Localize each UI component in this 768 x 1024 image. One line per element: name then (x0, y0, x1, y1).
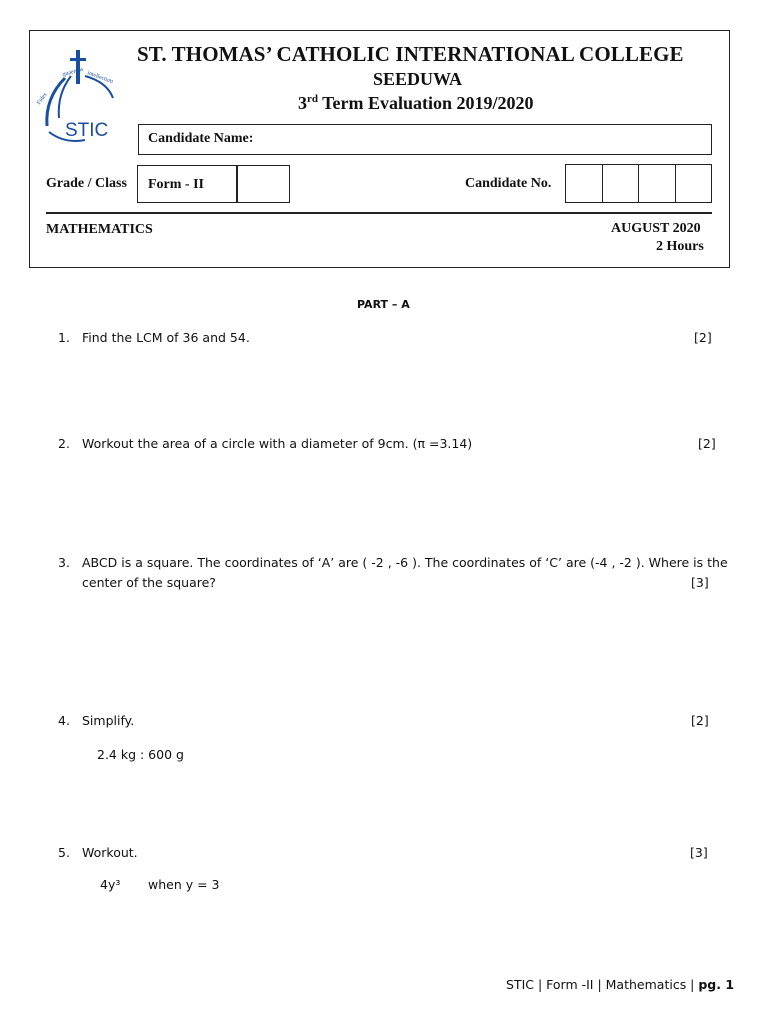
candidate-no-digit[interactable] (603, 165, 640, 202)
evaluation-title: 3rd Term Evaluation 2019/2020 (298, 93, 534, 113)
question-number: 1. (58, 330, 70, 345)
candidate-no-label: Candidate No. (465, 176, 552, 191)
page-footer (506, 977, 734, 992)
candidate-no-digit[interactable] (639, 165, 676, 202)
candidate-no-field[interactable] (565, 164, 712, 203)
candidate-no-digit[interactable] (676, 165, 712, 202)
candidate-name-label: Candidate Name: (148, 131, 254, 146)
grade-class-value: Form - II (148, 177, 204, 192)
question-expression: 4y³ (100, 877, 121, 892)
question-marks: [2] (694, 330, 712, 345)
college-logo (35, 48, 120, 148)
question-subtext: 2.4 kg : 600 g (97, 747, 184, 762)
candidate-no-digit[interactable] (566, 165, 603, 202)
logo-motto-mid: quaerens (61, 66, 85, 78)
question-text: Workout the area of a circle with a diameter of 9cm. (π =3.14) (82, 436, 473, 451)
question-number: 4. (58, 713, 70, 728)
exam-month: AUGUST 2020 (611, 221, 701, 236)
page-number: pg. 1 (698, 977, 735, 992)
question-text: Find the LCM of 36 and 54. (82, 330, 250, 345)
part-heading: PART – A (357, 298, 410, 311)
question-number: 5. (58, 845, 70, 860)
question-number: 2. (58, 436, 70, 451)
school-name: ST. THOMAS’ CATHOLIC INTERNATIONAL COLLEGE (137, 42, 684, 66)
grade-field-divider (236, 165, 238, 203)
footer-text: STIC | Form -II | Mathematics | (506, 977, 699, 992)
subject-label: MATHEMATICS (46, 222, 153, 237)
question-text: Simplify. (82, 713, 135, 728)
question-condition: when y = 3 (148, 877, 220, 892)
question-text-cont: center of the square? (82, 575, 216, 590)
question-number: 3. (58, 555, 70, 570)
logo-text: STIC (65, 120, 109, 141)
grade-class-label: Grade / Class (46, 176, 127, 191)
header-divider (46, 212, 712, 214)
question-marks: [3] (691, 575, 709, 590)
exam-duration: 2 Hours (656, 239, 704, 254)
question-marks: [3] (690, 845, 708, 860)
school-town: SEEDUWA (373, 69, 463, 89)
logo-motto-right: intellectum (86, 70, 114, 86)
question-text: ABCD is a square. The coordinates of ‘A’ are ( -2 , -6 ). The coordinates of ‘C’ are (-4 , -2 ). Where is the (82, 555, 728, 570)
question-text: Workout. (82, 845, 138, 860)
question-marks: [2] (698, 436, 716, 451)
logo-motto-left: Fides (36, 91, 49, 107)
question-marks: [2] (691, 713, 709, 728)
